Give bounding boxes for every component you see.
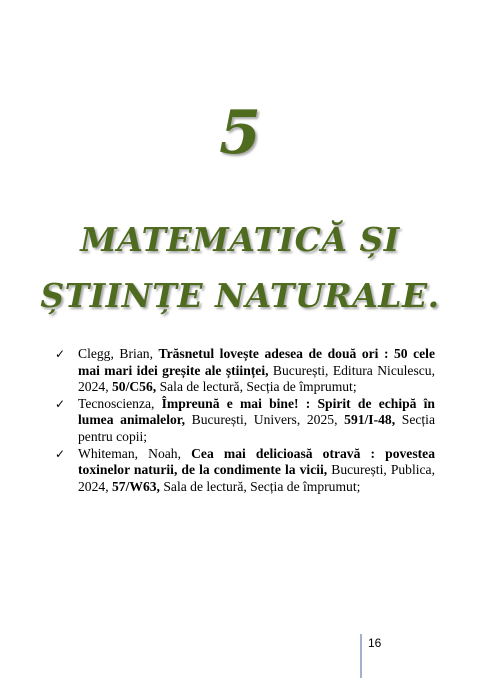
entry-title: Cea mai delicioasă otravă : povestea toxinelor naturii, de la condimente la vicii, xyxy=(78,445,435,478)
entry-author: Whiteman, Noah, xyxy=(78,445,192,461)
entry-call-number: 591/I-48, xyxy=(344,412,396,428)
entry-location: Sala de lectură, Secția de împrumut; xyxy=(156,379,357,395)
list-item xyxy=(55,346,435,396)
page-number: 16 xyxy=(368,636,382,650)
check-mark-icon: ✓ xyxy=(55,347,66,361)
entry-publication: București, Univers, 2025, xyxy=(184,412,345,428)
check-mark-icon: ✓ xyxy=(55,396,66,411)
entry-location: Sala de lectură, Secția de împrumut; xyxy=(159,478,361,494)
entry-call-number: 57/W63, xyxy=(111,478,160,494)
list-item xyxy=(55,446,435,496)
entry-publication: București, Publica, 2024, xyxy=(78,462,435,494)
entry-publication: București, Editura Niculescu, 2024, xyxy=(78,362,435,395)
bibliography-list xyxy=(55,346,435,495)
entry-author: Tecnoscienza, xyxy=(78,395,162,411)
entry-title: Împreună e mai bine! : Spirit de echipă în lumea animalelor, xyxy=(78,395,435,428)
entry-location: Secția pentru copii; xyxy=(78,412,435,444)
chapter-title xyxy=(0,212,480,324)
entry-call-number: 50/C56, xyxy=(111,379,157,395)
list-item xyxy=(55,396,435,446)
entry-author: Clegg, Brian, xyxy=(78,346,159,361)
entry-title: Trăsnetul lovește adesea de două ori : 50 cele mai mari idei greșite ale științei, xyxy=(78,346,435,378)
page-number-bar xyxy=(360,634,362,678)
check-mark-icon: ✓ xyxy=(55,446,66,461)
chapter-title-line-2: ȘTIINȚE NATURALE. xyxy=(40,276,440,315)
chapter-number: 5 xyxy=(219,98,261,168)
chapter-title-line-1: MATEMATICĂ ȘI xyxy=(80,220,400,259)
